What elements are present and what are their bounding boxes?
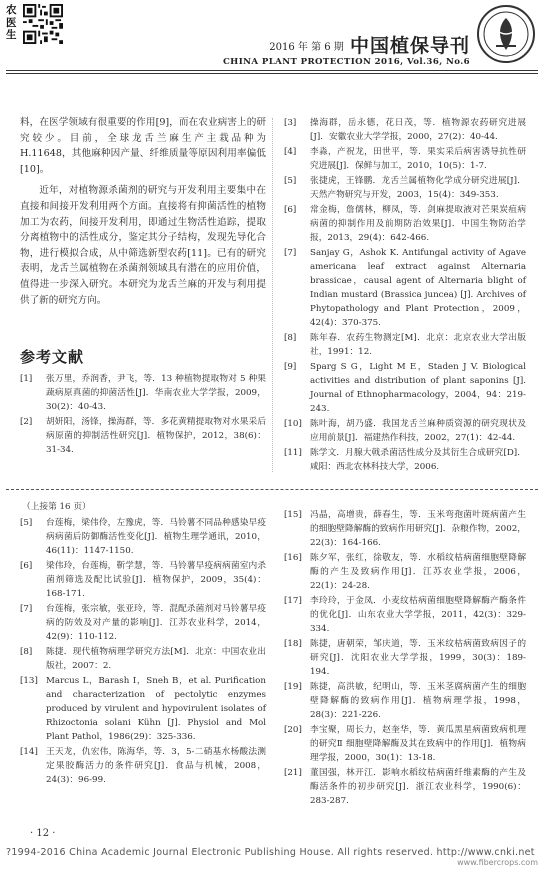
- reference-text: 冯晶，高增贵，薛春生，等．玉米弯孢菌叶斑病菌产生的细胞壁降解酶的致病作用研究[J]．杂粮作物，2002，22(3)：164-166.: [310, 510, 526, 548]
- reference-text: 陈捷，高洪敏，纪明山，等．玉米茎腐病菌产生的细胞壁降解酶的致病作用[J]．植物病理学报，1998，28(3)：221-226.: [310, 682, 526, 720]
- reference-item: [284, 594, 526, 636]
- references-list-right: [284, 116, 526, 475]
- references-list-bottom-right: [284, 508, 526, 809]
- qr-caption: 农医生: [6, 4, 17, 41]
- reference-number: [18]: [284, 639, 302, 649]
- reference-item: [284, 508, 526, 550]
- reference-item: [284, 551, 526, 593]
- reference-text: 李淼，产祝龙，田世平，等．果实采后病害诱导抗性研究进展[J]．保鲜与加工，2010，10(5)：1-7.: [310, 147, 526, 171]
- reference-item: [284, 246, 526, 330]
- reference-number: [11]: [284, 448, 302, 458]
- references-list-left: [20, 372, 266, 458]
- reference-text: 董国强，林开江．影响水稻纹枯病菌纤维素酶的产生及酶活条件的初步研究[J]．浙江农业科学，1990(6)：283-287.: [310, 768, 526, 806]
- reference-number: [8]: [20, 647, 33, 657]
- reference-item: [20, 674, 266, 744]
- reference-text: 陈夕军，张红，徐敬友，等．水稻纹枯病菌细胞壁降解酶的产生及致病作用[J]．江苏农业学报，2006，22(1)：24-28.: [310, 553, 526, 591]
- reference-item: [284, 446, 526, 474]
- reference-number: [20]: [284, 725, 302, 735]
- reference-text: 胡妍阳，汤锋，操海群，等．多花黄精提取物对水果采后病原菌的抑制活性研究[J]．植物保护，2012，38(6)：31-34.: [46, 417, 266, 455]
- reference-text: 李玲玲，于金凤．小麦纹枯病菌细胞壁降解酶产酶条件的优化[J]．山东农业大学学报，2011，42(3)：329-334.: [310, 596, 526, 634]
- reference-number: [8]: [284, 333, 297, 343]
- reference-text: 操海群，岳永德，花日茂，等．植物源农药研究进展[J]．安徽农业大学学报，2000，27(2)：40-44.: [310, 118, 526, 142]
- reference-item: [20, 372, 266, 414]
- reference-text: 李宝聚，周长力，赵奎华，等．黄瓜黑星病菌致病机理的研究Ⅱ 细胞壁降解酶及其在致病中的作用[J]．植物病理学报，2000，30(1)：13-18.: [310, 725, 526, 763]
- reference-item: [20, 559, 266, 601]
- reference-item: [284, 417, 526, 445]
- reference-text: Sanjay G，Ashok K. Antifungal activity of Agave americana leaf extract against Alternaria brassicae，causal agent of Alternaria blight of Indian mustard (Brassica juncea) [J]. Archives of Phytopathology and Plant Protection，2009，42(4)：370-375.: [310, 248, 526, 328]
- body-paragraph: 料，在医学领域有很重要的作用[9]，而在农业病害上的研究较少。目前，全球龙舌兰麻生产主栽品种为 H.11648，其他麻种因产量、纤维质量等原因利用率偏低[10]。: [20, 117, 266, 175]
- reference-item: [20, 645, 266, 673]
- reference-item: [284, 637, 526, 679]
- reference-item: [284, 174, 526, 202]
- reference-text: 陈叶海，胡乃盛．我国龙舌兰麻种质资源的研究现状及应用前景[J]．福建热作科技，2002，27(1)：42-44.: [310, 419, 526, 443]
- reference-item: [284, 360, 526, 416]
- references-heading: 参考文献: [20, 348, 85, 366]
- header-rule: [6, 70, 538, 71]
- reference-item: [284, 766, 526, 808]
- reference-item: [20, 745, 266, 787]
- reference-item: [284, 203, 526, 245]
- qr-code-block: [6, 4, 64, 56]
- reference-number: [2]: [20, 417, 33, 427]
- issue-line: [269, 31, 470, 58]
- reference-number: [6]: [20, 561, 33, 571]
- journal-name-en: CHINA PLANT PROTECTION 2016, Vol.36, No.6: [222, 57, 470, 67]
- reference-number: [5]: [284, 176, 297, 186]
- page-number: · 12 ·: [30, 828, 56, 839]
- reference-number: [15]: [284, 510, 302, 520]
- reference-number: [19]: [284, 682, 302, 692]
- reference-item: [20, 516, 266, 558]
- body-paragraph: 近年，对植物源杀菌剂的研究与开发利用主要集中在直接和间接开发利用两个方面。直接将有抑菌活性的植物加工为农药，间接开发利用，即通过生物活性追踪，提取分离植物中的活性成分，鉴定其分子结构，发现先导化合物，进行模拟合成，从中筛选新型农药[11]。已有的研究表明，龙舌兰属植物在杀菌剂领域具有潜在的应用价值，值得进一步深入研究。本研究为龙舌兰麻的开发与利用提供了新的研究方向。: [20, 185, 266, 306]
- reference-number: [6]: [284, 205, 297, 215]
- header-rule-thin: [6, 73, 538, 74]
- reference-text: 张万里，乔润香，尹飞，等．13 种植物提取物对 5 种果蔬病原真菌的抑菌活性[J]．华南农业大学学报，2009，30(2)：40-43.: [46, 374, 266, 412]
- reference-number: [10]: [284, 419, 302, 429]
- section-separator: [6, 489, 538, 490]
- reference-text: 陈年春．农药生物测定[M]．北京：北京农业大学出版社，1991：12.: [310, 333, 526, 357]
- reference-item: [284, 116, 526, 144]
- reference-number: [1]: [20, 374, 33, 384]
- article-body: [20, 115, 266, 308]
- reference-number: [7]: [20, 604, 33, 614]
- column-divider: [272, 118, 273, 472]
- reference-text: 陈学文．月腺大戟杀菌活性成分及其衍生合成研究[D]．咸阳：西北农林科技大学，2006.: [310, 448, 526, 472]
- reference-item: [20, 602, 266, 644]
- reference-number: [5]: [20, 518, 33, 528]
- journal-name-cn: 中国植保导刊: [349, 35, 470, 57]
- reference-number: [3]: [284, 118, 297, 128]
- reference-number: [13]: [20, 676, 38, 686]
- reference-item: [20, 415, 266, 457]
- reference-text: 台莲梅，张宗敏，张亚玲，等．混配杀菌剂对马铃薯早疫病的防效及对产量的影响[J]．江苏农业科学，2014，42(9)：110-112.: [46, 604, 266, 642]
- reference-item: [284, 680, 526, 722]
- reference-number: [17]: [284, 596, 302, 606]
- reference-number: [9]: [284, 362, 297, 372]
- reference-number: [4]: [284, 147, 297, 157]
- reference-text: 常金梅，詹儒林，柳凤，等．剑麻提取液对芒果炭疽病病菌的抑制作用及前期防治效果[J]．中国生物防治学报，2013，29(4)：642-466.: [310, 205, 526, 243]
- reference-number: [7]: [284, 248, 297, 258]
- reference-text: 张捷虎，王锋鹏．龙舌兰属植物化学成分研究进展[J]．天然产物研究与开发，2003，15(4)：349-353.: [310, 176, 526, 200]
- reference-text: 梁伟玲，台莲梅，靳学慧，等．马铃薯早疫病病菌室内杀菌剂筛选及配比试验[J]．植物保护，2009，35(4)：168-171.: [46, 561, 266, 599]
- copyright-footer: ?1994-2016 China Academic Journal Electronic Publishing House. All rights reserved. http://www.cnki.net: [6, 847, 535, 858]
- reference-text: 王天龙，仇宏伟，陈海华，等．3，5-二硝基水杨酸法测定果胶酶活力的条件研究[J]．食品与机械，2008，24(3)：96-99.: [46, 747, 266, 785]
- reference-number: [21]: [284, 768, 302, 778]
- site-watermark: www.fibercrops.com: [457, 858, 538, 867]
- reference-item: [284, 145, 526, 173]
- issue-number: 2016 年 第 6 期: [269, 42, 344, 53]
- references-list-bottom-left: [20, 516, 266, 788]
- qr-code-icon: [23, 4, 63, 44]
- journal-seal-icon: [476, 4, 536, 64]
- reference-item: [284, 723, 526, 765]
- reference-number: [14]: [20, 747, 38, 757]
- reference-text: Marcus L，Barash I，Sneh B，et al. Purification and characterization of pectolytic enzymes produced by virulent and hypovirulent isolates of Rhizoctonia solani Kühn [J]. Physiol and Mol Plant Pathol，1986(29)：325-336.: [46, 676, 266, 742]
- reference-text: Sparg S G，Light M E，Staden J V. Biological activities and distribution of plant saponins [J]. Journal of Ethnopharmacology，2004，94：219-243.: [310, 362, 526, 414]
- reference-text: 陈捷．现代植物病理学研究方法[M]．北京：中国农业出版社，2007：2.: [46, 647, 266, 671]
- continued-from-note: （上接第 16 页）: [22, 502, 91, 512]
- reference-item: [284, 331, 526, 359]
- reference-text: 陈捷，唐朝荣，邹庆道，等．玉米纹枯病菌致病因子的研究[J]．沈阳农业大学学报，1999，30(3)：189-194.: [310, 639, 526, 677]
- reference-number: [16]: [284, 553, 302, 563]
- reference-text: 台莲梅，梁伟伶，左豫虎，等．马铃薯不同品种感染早疫病病菌后防御酶活性变化[J]．植物生理学通讯，2010，46(11)：1147-1150.: [46, 518, 266, 556]
